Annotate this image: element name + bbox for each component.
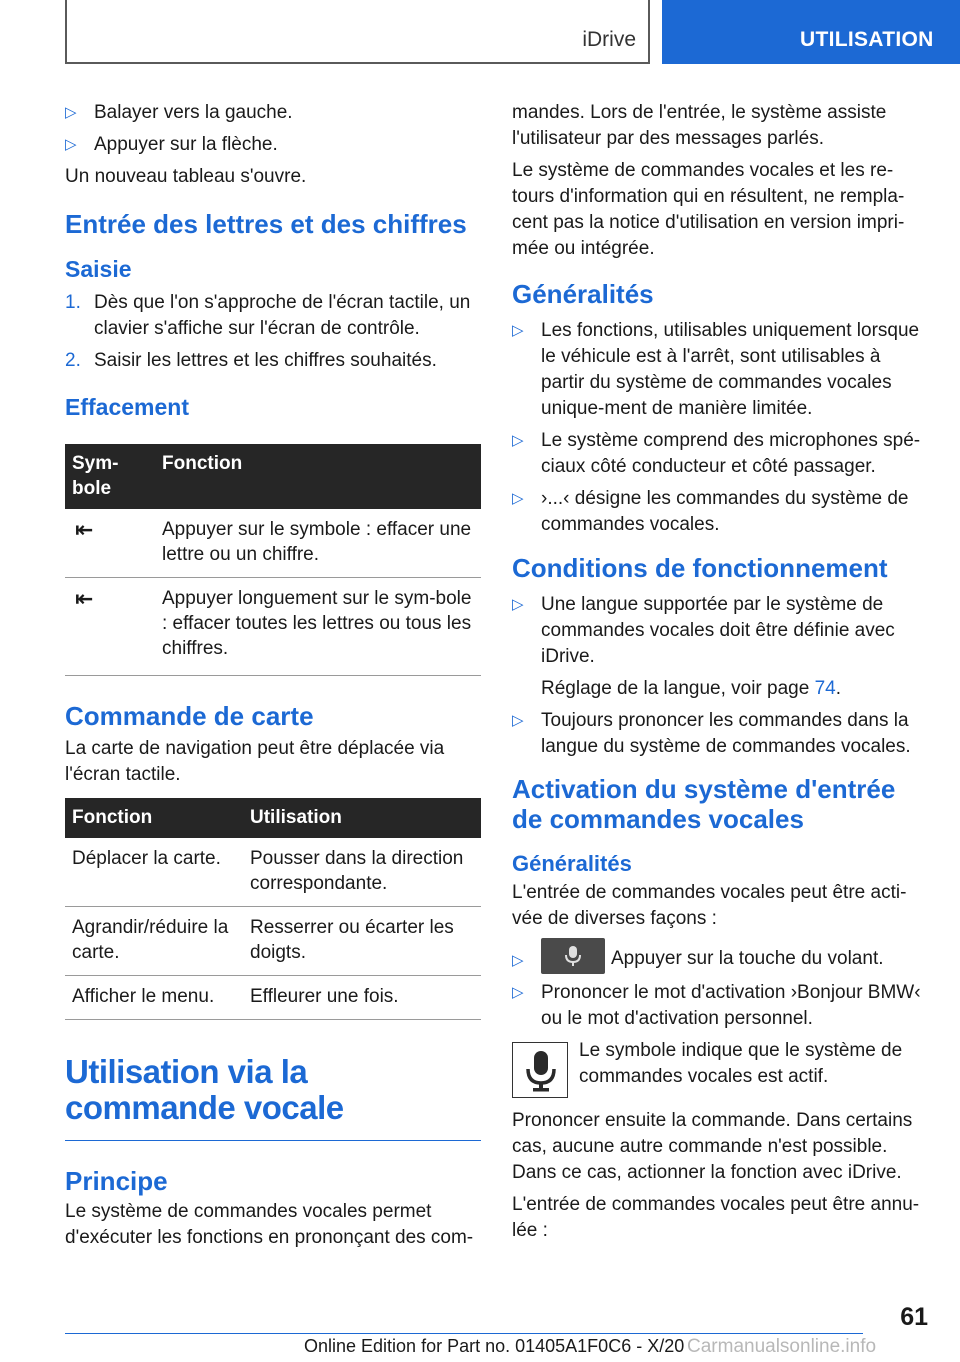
paragraph-prononcer: Prononcer ensuite la commande. Dans certains cas, aucune autre commande n'est possible. Dans ce cas, actionner la fonction avec iDrive. <box>512 1110 913 1183</box>
bullet-triangle-icon: ▷ <box>65 104 77 121</box>
microphone-icon <box>512 1042 568 1098</box>
page-link[interactable]: 74 <box>814 678 836 699</box>
delete-arrow-icon: ⇤ <box>75 517 94 542</box>
table-cell: Appuyer longuement sur le sym-bole : effacer toutes les lettres ou tous les chiffres. <box>155 578 481 676</box>
header-section-title: iDrive <box>582 28 636 51</box>
heading-commande-carte: Commande de carte <box>65 701 314 731</box>
table-header-cell: Sym-bole <box>65 444 155 509</box>
bullet-triangle-icon: ▷ <box>512 490 524 507</box>
carte-table <box>65 798 481 1020</box>
paragraph-continuation: mandes. Lors de l'entrée, le système assiste l'utilisateur par des messages parlés. <box>512 102 887 149</box>
activation-list <box>512 938 928 1032</box>
bullet-triangle-icon: ▷ <box>512 952 524 969</box>
table-row <box>65 509 481 578</box>
table-cell: Effleurer une fois. <box>243 976 481 1020</box>
heading-entree-lettres: Entrée des lettres et des chiffres <box>65 209 467 239</box>
footer-rule <box>65 1333 863 1334</box>
table-cell: Appuyer sur le symbole : effacer une lettre ou un chiffre. <box>155 509 481 578</box>
cross-reference: Réglage de la langue, voir page 74. <box>541 678 842 699</box>
table-header-cell: Fonction <box>65 798 243 838</box>
footer-watermark: Carmanualsonline.info <box>687 1336 877 1357</box>
list-item: ▷ Une langue supportée par le système de commandes vocales doit être définie avec iDrive. Réglage de la langue, voir page 74. <box>512 592 928 702</box>
generalites-list <box>512 318 928 538</box>
list-item: ▷ Prononcer le mot d'activation ›Bonjour BMW‹ ou le mot d'activation personnel. <box>512 982 921 1029</box>
paragraph-carte: La carte de navigation peut être déplacée via l'écran tactile. <box>65 738 445 785</box>
bullet-triangle-icon: ▷ <box>65 136 77 153</box>
heading-activation: Activation du système d'entrée de commandes vocales <box>512 774 896 834</box>
conditions-list <box>512 592 928 760</box>
left-column <box>65 100 481 1257</box>
table-cell <box>65 509 155 578</box>
bullet-triangle-icon: ▷ <box>512 712 524 729</box>
bullet-triangle-icon: ▷ <box>512 322 524 339</box>
table-row <box>65 907 481 976</box>
table-header-cell: Utilisation <box>243 798 481 838</box>
table-header-cell: Fonction <box>155 444 481 509</box>
list-item: ▷ Appuyer sur la touche du volant. <box>512 938 928 974</box>
table-cell <box>65 578 155 676</box>
list-item: 2. Saisir les lettres et les chiffres souhaités. <box>65 350 437 371</box>
table-cell: Agrandir/réduire la carte. <box>65 907 243 976</box>
paragraph-activation: L'entrée de commandes vocales peut être acti-vée de diverses façons : <box>512 882 907 929</box>
effacement-table <box>65 444 481 676</box>
page-number: 61 <box>900 1303 928 1331</box>
list-item: ▷ Le système comprend des microphones spé-ciaux côté conducteur et côté passager. <box>512 430 921 477</box>
table-cell: Pousser dans la direction correspondante. <box>243 838 481 907</box>
heading-generalites-2: Généralités <box>512 851 632 876</box>
heading-utilisation-vocale: Utilisation via la commande vocale <box>65 1054 481 1141</box>
paragraph-principe: Le système de commandes vocales permet d'exécuter les fonctions en prononçant des com- <box>65 1201 474 1248</box>
heading-saisie: Saisie <box>65 256 132 282</box>
list-item: ▷ Les fonctions, utilisables uniquement lorsque le véhicule est à l'arrêt, sont utilisables à partir du système de commandes vocales unique-ment de manière limitée. <box>512 320 920 419</box>
saisie-steps <box>65 290 481 374</box>
heading-effacement: Effacement <box>65 394 189 420</box>
header-chapter-tab: UTILISATION <box>662 0 960 64</box>
table-header-row <box>65 798 481 838</box>
footer-edition: Online Edition for Part no. 01405A1F0C6 - X/20 <box>304 1336 685 1356</box>
right-column <box>512 100 928 1250</box>
table-cell: Déplacer la carte. <box>65 838 243 907</box>
paragraph-annulee: L'entrée de commandes vocales peut être annu-lée : <box>512 1194 920 1241</box>
bullet-triangle-icon: ▷ <box>512 596 524 613</box>
heading-generalites: Généralités <box>512 279 654 309</box>
paragraph-new-table: Un nouveau tableau s'ouvre. <box>65 166 307 187</box>
table-row <box>65 838 481 907</box>
table-cell: Afficher le menu. <box>65 976 243 1020</box>
heading-principe: Principe <box>65 1166 168 1196</box>
table-header-row <box>65 444 481 509</box>
delete-arrow-icon: ⇤ <box>75 586 94 611</box>
table-row <box>65 976 481 1020</box>
list-item: ▷ Balayer vers la gauche. <box>65 100 481 126</box>
heading-conditions: Conditions de fonctionnement <box>512 553 888 583</box>
list-item: ▷ Toujours prononcer les commandes dans la langue du système de commandes vocales. <box>512 710 911 757</box>
list-item: 1. Dès que l'on s'approche de l'écran tactile, un clavier s'affiche sur l'écran de contrôle. <box>65 292 471 339</box>
steering-wheel-voice-button-icon <box>541 938 605 974</box>
table-row <box>65 578 481 676</box>
list-item: ▷ Appuyer sur la flèche. <box>65 132 481 158</box>
list-item: ▷ ›...‹ désigne les commandes du système de commandes vocales. <box>512 488 909 535</box>
table-cell: Resserrer ou écarter les doigts. <box>243 907 481 976</box>
paragraph-retours: Le système de commandes vocales et les re-tours d'information qui en résultent, ne rempla-cent pas la notice d'utilisation en version impri-mée ou intégrée. <box>512 160 905 259</box>
bullet-list-top <box>65 100 481 158</box>
bullet-triangle-icon: ▷ <box>512 432 524 449</box>
mic-note: Le symbole indique que le système de commandes vocales est actif. <box>512 1038 928 1096</box>
bullet-triangle-icon: ▷ <box>512 984 524 1001</box>
